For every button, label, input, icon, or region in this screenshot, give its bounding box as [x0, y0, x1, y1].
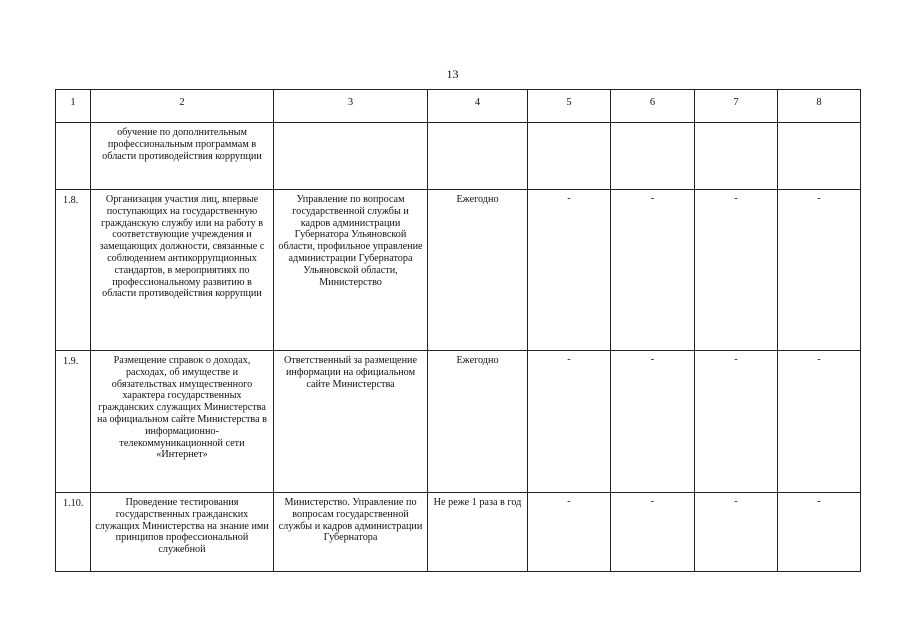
column-header: 4 — [428, 90, 528, 123]
row-col6: - — [611, 190, 695, 351]
row-term — [428, 123, 528, 190]
row-event: Размещение справок о доходах, расходах, об имуществе и обязательствах имущественного характера государственных гражданских служащих Министерства на официальном сайте Министерства в информационно-телекоммуникационной сети «Интернет» — [91, 351, 274, 493]
row-number: 1.8. — [56, 190, 91, 351]
row-col7: - — [695, 190, 778, 351]
table-row — [56, 190, 861, 351]
row-responsible: Министерство. Управление по вопросам государственной службы и кадров администрации Губернатора — [274, 493, 428, 572]
row-col7: - — [695, 351, 778, 493]
row-number: 1.9. — [56, 351, 91, 493]
row-col6: - — [611, 351, 695, 493]
row-col5: - — [528, 493, 611, 572]
column-header: 5 — [528, 90, 611, 123]
row-col7: - — [695, 493, 778, 572]
row-col5: - — [528, 190, 611, 351]
row-col8: - — [778, 190, 861, 351]
column-header: 6 — [611, 90, 695, 123]
row-event: Организация участия лиц, впервые поступающих на государственную гражданскую службу или на работу в соответствующие учреждения и замещающих должности, связанные с соблюдением антикоррупционных стандартов, в мероприятиях по профессиональному развитию в области противодействия коррупции — [91, 190, 274, 351]
measures-table — [55, 89, 861, 572]
row-col8: - — [778, 493, 861, 572]
column-header: 2 — [91, 90, 274, 123]
column-header: 1 — [56, 90, 91, 123]
row-col5: - — [528, 351, 611, 493]
row-col7 — [695, 123, 778, 190]
column-header: 7 — [695, 90, 778, 123]
table-row — [56, 493, 861, 572]
table-row — [56, 351, 861, 493]
table-header-row — [56, 90, 861, 123]
table-row — [56, 123, 861, 190]
row-number: 1.10. — [56, 493, 91, 572]
row-event: обучение по дополнительным профессиональным программам в области противодействия коррупции — [91, 123, 274, 190]
row-col5 — [528, 123, 611, 190]
row-responsible: Управление по вопросам государственной службы и кадров администрации Губернатора Ульяновской области, профильное управление администрации Губернатора Ульяновской области, Министерство — [274, 190, 428, 351]
row-col8: - — [778, 351, 861, 493]
row-number — [56, 123, 91, 190]
row-term: Ежегодно — [428, 351, 528, 493]
row-term: Ежегодно — [428, 190, 528, 351]
row-responsible: Ответственный за размещение информации на официальном сайте Министерства — [274, 351, 428, 493]
column-header: 3 — [274, 90, 428, 123]
row-responsible — [274, 123, 428, 190]
row-term: Не реже 1 раза в год — [428, 493, 528, 572]
column-header: 8 — [778, 90, 861, 123]
row-col8 — [778, 123, 861, 190]
row-col6: - — [611, 493, 695, 572]
row-col6 — [611, 123, 695, 190]
page-number: 13 — [446, 67, 459, 81]
row-event: Проведение тестирования государственных гражданских служащих Министерства на знание ими принципов профессиональной служебной — [91, 493, 274, 572]
